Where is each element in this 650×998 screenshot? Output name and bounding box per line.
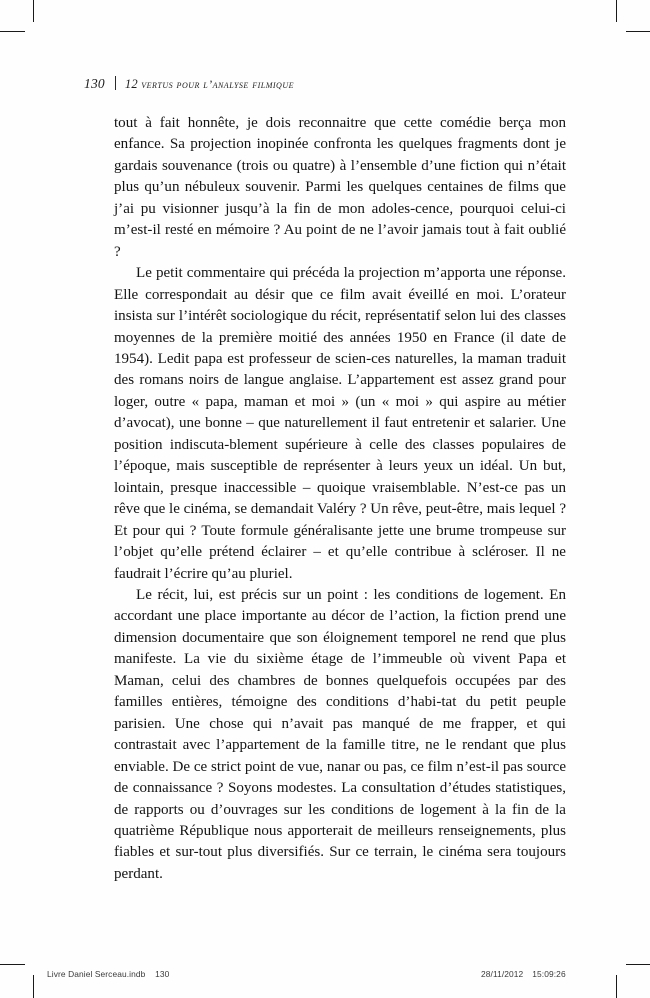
crop-mark-bottom-left-horizontal xyxy=(0,964,25,965)
crop-mark-top-right-horizontal xyxy=(626,31,650,32)
paragraph: Le récit, lui, est précis sur un point : les conditions de logement. En accordant une place importante au décor de l’action, la fiction prend une dimension documentaire que son éloignement temporel ne rend que plus manifeste. La vie du sixième étage de l’immeuble où vivent Papa et Maman, celui des chambres de bonnes quelquefois occupées par des familles entières, témoigne des conditions d’habi-tat du petit peuple parisien. Une chose qui n’avait pas manqué de me frapper, et qui contrastait avec l’appartement de la famille titre, ne le rendant que plus enviable. De ce strict point de vue, nanar ou pas, ce film n’est-il pas source de connaissance ? Soyons modestes. La consultation d’études statistiques, de rapports ou d’ouvrages sur les conditions de logement à la fin de la quatrième République nous apporterait de meilleurs renseignements, plus fiables et sur-tout plus diversifiés. Sur ce terrain, le cinéma sera toujours perdant. xyxy=(114,586,566,882)
slug-file-page: 130 xyxy=(155,969,170,979)
slug-file-info xyxy=(47,969,169,979)
running-head-title xyxy=(125,77,294,92)
running-head-divider xyxy=(115,76,116,90)
body-text-block xyxy=(114,113,566,885)
slug-time: 15:09:26 xyxy=(532,969,566,979)
crop-mark-bottom-right-horizontal xyxy=(626,964,650,965)
paragraph: Le petit commentaire qui précéda la projection m’apporta une réponse. Elle correspondait au désir que ce film avait éveillé en moi. L’orateur insista sur l’intérêt sociologique du récit, représentatif selon lui des classes moyennes de la première moitié des années 1950 en France (il date de 1954). Ledit papa est professeur de scien-ces naturelles, la maman traduit des romans noirs de langue anglaise. L’appartement est assez grand pour loger, outre « papa, maman et moi » (un « moi » qui aspire au métier d’avocat), une bonne – que naturellement il faut entretenir et salarier. Une position indiscuta-blement supérieure à celle des classes populaires de l’époque, mais susceptible de représenter à leurs yeux un idéal. Un but, lointain, presque inaccessible – quoique vraisemblable. N’est-ce pas un rêve que le cinéma, se demandait Valéry ? Un rêve, peut-être, mais lequel ? Et pour qui ? Toute formule généralisante jette une brume trompeuse sur l’objet qu’elle prétend éclairer – et qu’elle contribue à scléroser. Il ne faudrait l’écrire qu’au pluriel. xyxy=(114,265,566,582)
running-head xyxy=(84,74,566,94)
paragraph-continuation: tout à fait honnête, je dois reconnaitre que cette comédie berça mon enfance. Sa projection inopinée confronta les quelques fragments dont je gardais souvenance (trois ou quatre) à l’ensemble d’une fiction qui n’était plus qu’un nébuleux souvenir. Parmi les quelques centaines de films que j’ai pu visionner jusqu’à la fin de mon adoles-cence, pourquoi celui-ci m’est-il resté en mémoire ? Au point de ne l’avoir jamais tout à fait oublié ? xyxy=(114,115,566,260)
crop-mark-top-left-vertical xyxy=(33,0,34,22)
slug-date: 28/11/2012 xyxy=(481,969,524,979)
running-head-chapter-number: 12 xyxy=(124,77,138,91)
crop-mark-bottom-right-vertical xyxy=(616,975,617,998)
crop-mark-top-left-horizontal xyxy=(0,31,25,32)
page-folio: 130 xyxy=(84,76,105,91)
crop-mark-top-right-vertical xyxy=(616,0,617,22)
crop-mark-bottom-left-vertical xyxy=(33,975,34,998)
running-head-title-text: vertus pour l’analyse filmique xyxy=(141,78,294,91)
slug-file-name: Livre Daniel Serceau.indb xyxy=(47,969,146,979)
slug-timestamp xyxy=(481,969,566,979)
